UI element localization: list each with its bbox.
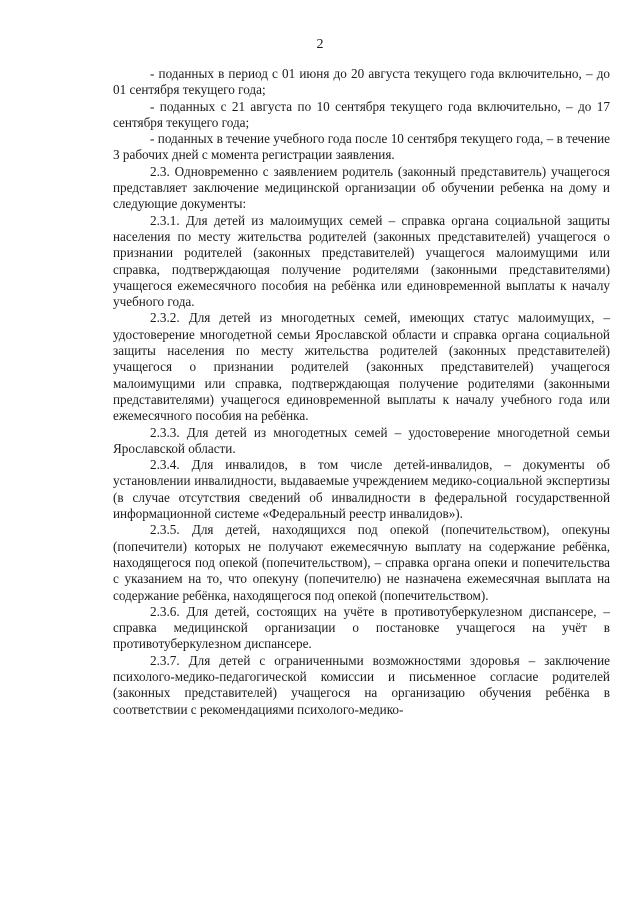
paragraph-2-3-6: 2.3.6. Для детей, состоящих на учёте в противотуберкулезном диспансере, – справка медицинской организации о постановке учащегося на учёт в противотуберкулезном диспансере. xyxy=(113,603,610,652)
paragraph-deadline-august-september: - поданных с 21 августа по 10 сентября текущего года включительно, – до 17 сентября текущего года; xyxy=(113,98,610,130)
paragraph-2-3-3: 2.3.3. Для детей из многодетных семей – удостоверение многодетной семьи Ярославской области. xyxy=(113,424,610,456)
paragraph-2-3-2: 2.3.2. Для детей из многодетных семей, имеющих статус малоимущих, – удостоверение многодетной семьи Ярославской области и справка органа социальной защиты населения по месту жительства родителей (законных представителей) учащегося о признании родителей (законных представителей) учащегося малоимущими или справка, подтверждающая получение родителями (законными представителями) учащегося единовременной выплаты к началу учебного года или ежемесячного пособия на ребёнка. xyxy=(113,310,610,424)
paragraph-deadline-june-august: - поданных в период с 01 июня до 20 августа текущего года включительно, – до 01 сентября текущего года; xyxy=(113,66,610,98)
paragraph-2-3: 2.3. Одновременно с заявлением родитель (законный представитель) учащегося представляет заключение медицинской организации об обучении ребенка на дому и следующие документы: xyxy=(113,163,610,212)
paragraph-2-3-7: 2.3.7. Для детей с ограниченными возможностями здоровья – заключение психолого-медико-педагогической комиссии и письменное согласие родителей (законных представителей) учащегося на организацию обучения ребёнка в соответствии с рекомендациями психолого-медико- xyxy=(113,652,610,717)
paragraph-2-3-5: 2.3.5. Для детей, находящихся под опекой (попечительством), опекуны (попечители) которых не получают ежемесячную выплату на содержание ребёнка, находящегося под опекой (попечительством), – справка органа опеки и попечительства с указанием на то, что опекуну (попечителю) не назначена ежемесячная выплата на содержание ребёнка, находящегося под опекой (попечительством). xyxy=(113,522,610,603)
document-body xyxy=(113,66,610,718)
paragraph-2-3-4: 2.3.4. Для инвалидов, в том числе детей-инвалидов, – документы об установлении инвалидности, выдаваемые учреждением медико-социальной экспертизы (в случае отсутствия сведений об инвалидности в федеральной государственной информационной системе «Федеральный реестр инвалидов»). xyxy=(113,457,610,522)
paragraph-2-3-1: 2.3.1. Для детей из малоимущих семей – справка органа социальной защиты населения по месту жительства родителей (законных представителей) учащегося о признании родителей (законных представителей) учащегося малоимущими или справка, подтверждающая получение родителями (законными представителями) учащегося ежемесячного пособия на ребёнка или единовременной выплаты к началу учебного года. xyxy=(113,212,610,310)
page-number: 2 xyxy=(316,37,324,52)
paragraph-deadline-school-year: - поданных в течение учебного года после 10 сентября текущего года, – в течение 3 рабочих дней с момента регистрации заявления. xyxy=(113,131,610,163)
